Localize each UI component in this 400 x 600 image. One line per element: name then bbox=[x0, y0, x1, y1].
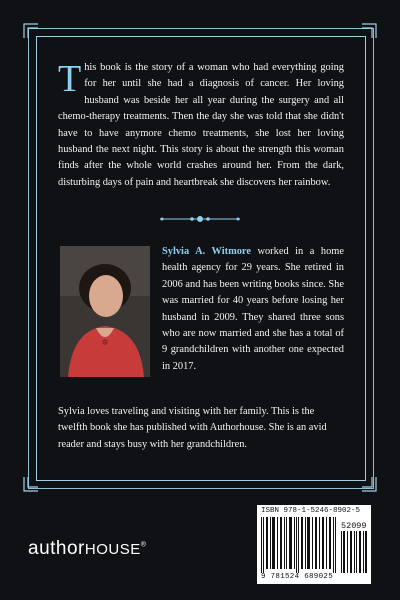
corner-ornament-bottom-left bbox=[22, 475, 40, 493]
publisher-name-upper: HOUSE bbox=[84, 541, 141, 558]
corner-ornament-bottom-right bbox=[360, 475, 378, 493]
publisher-logo bbox=[28, 538, 146, 560]
isbn-text: ISBN 978-1-5246-8902-5 bbox=[261, 507, 361, 515]
author-photo bbox=[60, 246, 150, 377]
addon-barcode bbox=[341, 531, 367, 573]
author-name: Sylvia A. Witmore bbox=[162, 246, 251, 257]
divider-ornament bbox=[158, 213, 242, 225]
description-text: his book is the story of a woman who had everything going for her until she had a diagnosis of cancer. Her loving husband was beside her all year during the surgery and all chemo-therapy treatments. Then the day she was told that she didn't have to have anymore chemo treatments, she lost her loving husband the next night. This story is about the strength this woman finds after the whole world crashes around her. From the dark, disturbing days of pain and heartbreak she discovers her rainbow. bbox=[58, 62, 344, 188]
corner-ornament-top-left bbox=[22, 22, 40, 40]
isbn-barcode bbox=[257, 505, 371, 584]
book-description bbox=[58, 60, 344, 191]
corner-ornament-top-right bbox=[360, 22, 378, 40]
price-code: 52099 bbox=[341, 521, 367, 531]
registered-mark: ® bbox=[140, 541, 147, 549]
ean-barcode bbox=[261, 517, 337, 573]
author-bio-continued: Sylvia loves traveling and visiting with her family. This is the twelfth book she has published with Authorhouse. She is an avid reader and stays busy with her grandchildren. bbox=[58, 406, 327, 450]
author-bio-text: worked in a home health agency for 29 years. She retired in 2006 and has been writing books since. She was married for 40 years before losing her husband in 2009. They shared three sons who are now married and she has a total of 9 grandchildren with another one expected in 2017. bbox=[162, 246, 344, 372]
publisher-name-lower: author bbox=[28, 538, 85, 559]
author-bio bbox=[162, 244, 344, 375]
barcode-digits: 9 781524 689025 bbox=[261, 573, 334, 581]
drop-cap: T bbox=[58, 58, 82, 100]
